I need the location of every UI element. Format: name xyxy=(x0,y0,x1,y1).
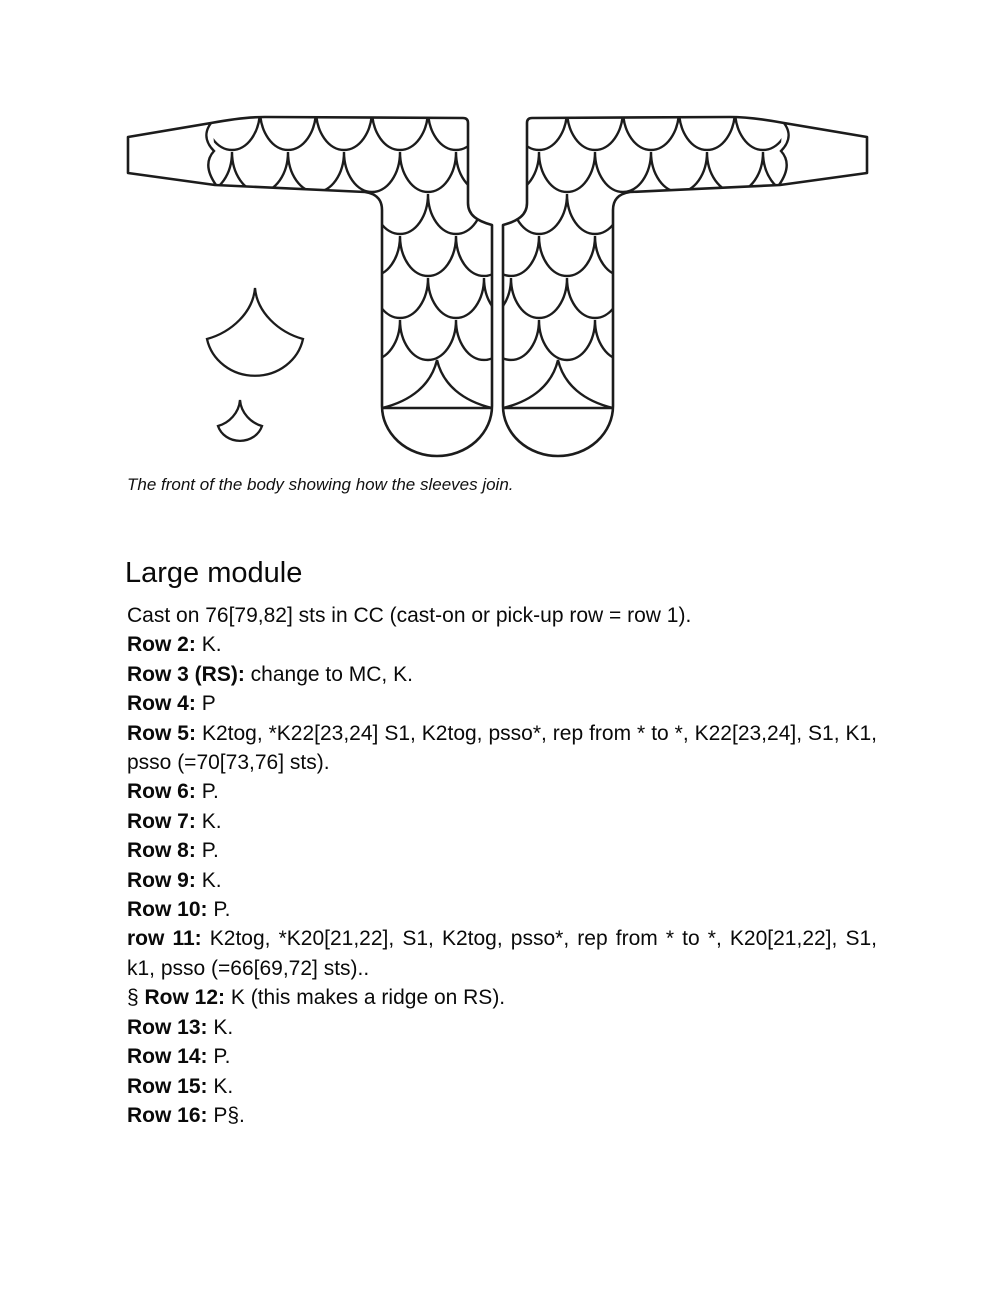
instruction-row xyxy=(127,866,877,895)
instruction-row xyxy=(127,807,877,836)
row-text: K. xyxy=(213,1015,234,1039)
row-text: K (this makes a ridge on RS). xyxy=(230,986,506,1010)
garment-schematic-figure xyxy=(115,108,880,468)
figure-caption: The front of the body showing how the sleeves join. xyxy=(127,475,514,494)
row-label: Row 9: xyxy=(127,868,196,892)
instruction-row: § Row 12: K (this makes a ridge on RS). xyxy=(127,986,506,1010)
row-label: Row 15: xyxy=(127,1074,208,1098)
row-text: K. xyxy=(201,868,222,892)
row-label: Row 4: xyxy=(127,692,196,716)
instruction-row xyxy=(127,689,877,718)
row-text: K. xyxy=(201,633,222,657)
cuff xyxy=(128,122,218,186)
instruction-row xyxy=(127,1072,877,1101)
row-label: Row 8: xyxy=(127,839,196,863)
instruction-row xyxy=(127,1101,877,1130)
row-text: K2tog, *K20[21,22], S1, K2tog, psso*, rep from * to *, K20[21,22], S1, k1, psso (=66[69,72] sts).. xyxy=(127,927,877,980)
row-label: Row 3 (RS): xyxy=(127,662,245,686)
pattern-instructions xyxy=(127,601,877,1130)
instruction-row xyxy=(127,719,877,778)
instruction-row xyxy=(127,836,877,865)
row-label: Row 13: xyxy=(127,1015,208,1039)
small-module-shape xyxy=(218,400,262,441)
right-front-with-sleeve xyxy=(115,110,880,456)
row-text: P xyxy=(201,692,216,716)
row-text: K. xyxy=(201,809,222,833)
row-text: P§. xyxy=(213,1103,245,1127)
row-text: P. xyxy=(213,1045,231,1069)
large-module-shape xyxy=(207,288,303,376)
row-label: Row 12: xyxy=(144,986,226,1010)
row-label: Row 5: xyxy=(127,721,196,745)
row-text: K2tog, *K22[23,24] S1, K2tog, psso*, rep from * to *, K22[23,24], S1, K1, psso (=70[73,76] sts). xyxy=(127,721,878,775)
cast-on-line: Cast on 76[79,82] sts in CC (cast-on or pick-up row = row 1). xyxy=(127,604,692,627)
row-text: K. xyxy=(213,1074,234,1098)
instruction-row xyxy=(127,630,877,659)
row-text: P. xyxy=(201,839,219,863)
row-label: Row 16: xyxy=(127,1103,208,1127)
row-text: P. xyxy=(213,898,231,922)
row-label: Row 2: xyxy=(127,633,196,657)
instruction-row xyxy=(127,660,877,689)
row-label: Row 14: xyxy=(127,1045,208,1069)
row-text: P. xyxy=(201,780,219,804)
instruction-row xyxy=(127,924,877,983)
row-label: row 11: xyxy=(127,927,202,951)
instruction-row xyxy=(127,895,877,924)
row-label: Row 10: xyxy=(127,898,208,922)
instruction-row xyxy=(127,1013,877,1042)
bottom-fan-scale xyxy=(382,360,492,408)
instruction-row xyxy=(127,777,877,806)
left-front-with-sleeve xyxy=(115,110,880,456)
row-label: Row 6: xyxy=(127,780,196,804)
instruction-row xyxy=(127,1042,877,1071)
row-text: change to MC, K. xyxy=(250,662,413,686)
section-heading: Large module xyxy=(125,557,303,590)
row-label: Row 7: xyxy=(127,809,196,833)
